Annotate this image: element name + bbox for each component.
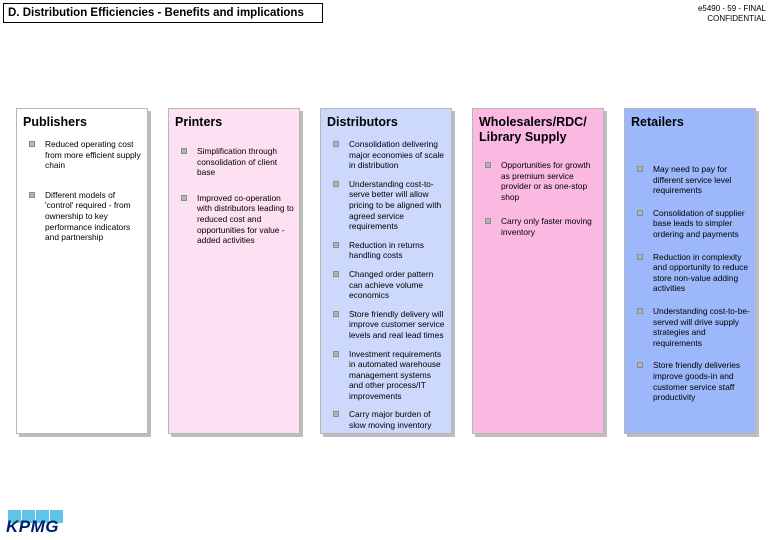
column-heading: Distributors: [327, 115, 398, 129]
list-item: Understanding cost-to-serve better will allow pricing to be aligned with agreed service requirements: [327, 179, 451, 232]
list-item: Improved co-operation with distributors leading to reduced cost and opportunities for value -added activities: [175, 193, 299, 246]
document-reference: [698, 4, 766, 24]
bullet-list: [631, 164, 755, 403]
list-item: Store friendly deliveries improve goods-in and customer service staff productivity: [631, 360, 755, 402]
bullet-list: [23, 139, 147, 243]
bullet-icon: [333, 351, 339, 357]
list-item: Consolidation of supplier base leads to simpler ordering and payments: [631, 208, 755, 240]
column-heading: Printers: [175, 115, 223, 129]
list-item: Reduction in complexity and opportunity to reduce store non-value adding activities: [631, 252, 755, 294]
bullet-icon: [333, 141, 339, 147]
list-item: Different models of 'control' required - from ownership to key performance indicators and partnership: [23, 190, 147, 243]
bullet-list: [175, 146, 299, 246]
list-item: Reduced operating cost from more efficient supply chain: [23, 139, 147, 171]
kpmg-logo: KPMG: [6, 517, 59, 536]
bullet-icon: [333, 271, 339, 277]
column-heading: Retailers: [631, 115, 684, 129]
bullet-icon: [333, 311, 339, 317]
list-item: Consolidation delivering major economies of scale in distribution: [327, 139, 451, 171]
bullet-icon: [333, 411, 339, 417]
list-item: Changed order pattern can achieve volume economics: [327, 269, 451, 301]
list-item: Simplification through consolidation of client base: [175, 146, 299, 178]
column-heading: Wholesalers/RDC/ Library Supply: [479, 115, 587, 144]
bullet-icon: [637, 362, 643, 368]
list-item: Investment requirements in automated warehouse management systems and other process/IT improvements: [327, 349, 451, 402]
bullet-icon: [485, 218, 491, 224]
bullet-icon: [181, 148, 187, 154]
column-distributors: [320, 108, 452, 434]
bullet-icon: [333, 242, 339, 248]
bullet-icon: [29, 192, 35, 198]
list-item: Opportunities for growth as premium service provider or as one-stop shop: [479, 160, 603, 202]
reference-code: e5490 - 59 - FINAL: [697, 4, 766, 13]
column-heading: Publishers: [23, 115, 87, 129]
slide-title: D. Distribution Efficiencies - Benefits and implications: [3, 3, 323, 23]
column-retailers: [624, 108, 756, 434]
bullet-icon: [637, 254, 643, 260]
list-item: Understanding cost-to-be-served will drive supply strategies and requirements: [631, 306, 755, 348]
list-item: Carry only faster moving inventory: [479, 216, 603, 237]
bullet-icon: [637, 308, 643, 314]
bullet-icon: [181, 195, 187, 201]
bullet-list: [479, 160, 603, 238]
column-wholesalers: [472, 108, 604, 434]
bullet-icon: [333, 181, 339, 187]
confidential-label: CONFIDENTIAL: [707, 14, 766, 23]
column-publishers: [16, 108, 148, 434]
bullet-icon: [637, 166, 643, 172]
bullet-icon: [29, 141, 35, 147]
list-item: Reduction in returns handling costs: [327, 240, 451, 261]
list-item: May need to pay for different service level requirements: [631, 164, 755, 196]
bullet-list: [327, 139, 451, 431]
bullet-icon: [637, 210, 643, 216]
bullet-icon: [485, 162, 491, 168]
list-item: Carry major burden of slow moving inventory: [327, 409, 451, 430]
list-item: Store friendly delivery will improve customer service levels and real lead times: [327, 309, 451, 341]
column-printers: [168, 108, 300, 434]
